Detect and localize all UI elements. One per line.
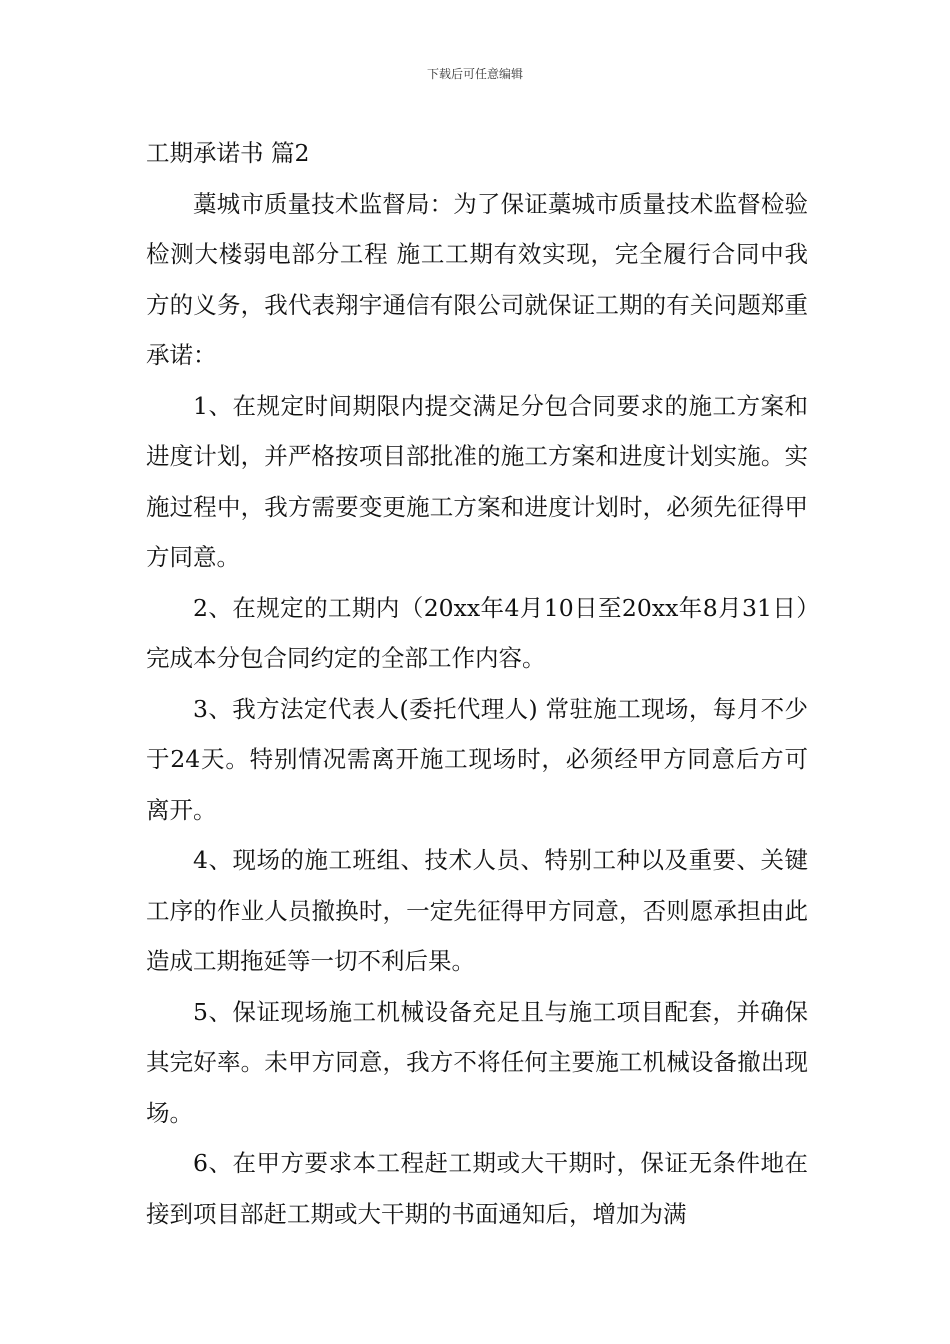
document-title: 工期承诺书 篇2 <box>146 139 310 167</box>
paragraph-item-4: 4、现场的施工班组、技术人员、特别工种以及重要、关键工序的作业人员撤换时，一定先征得甲方同意，否则愿承担由此造成工期拖延等一切不利后果。 <box>146 846 808 975</box>
paragraph-item-3: 3、我方法定代表人(委托代理人) 常驻施工现场，每月不少于24天。特别情况需离开施工现场时，必须经甲方同意后方可离开。 <box>146 694 808 824</box>
paragraph-item-6: 6、在甲方要求本工程赶工期或大干期时，保证无条件地在接到项目部赶工期或大干期的书面通知后，增加为满 <box>146 1149 808 1228</box>
document-body <box>146 128 808 1239</box>
paragraph-item-5: 5、保证现场施工机械设备充足且与施工项目配套，并确保其完好率。未甲方同意，我方不将任何主要施工机械设备撤出现场。 <box>146 997 808 1127</box>
paragraph-item-2: 2、在规定的工期内（20xx年4月10日至20xx年8月31日）完成本分包合同约定的全部工作内容。 <box>146 593 808 672</box>
page-header: 下载后可任意编辑 <box>426 67 523 81</box>
paragraph-intro: 藁城市质量技术监督局：为了保证藁城市质量技术监督检验检测大楼弱电部分工程 施工工期有效实现，完全履行合同中我方的义务，我代表翔宇通信有限公司就保证工期的有关问题郑重承诺： <box>146 189 808 369</box>
paragraph-item-1: 1、在规定时间期限内提交满足分包合同要求的施工方案和进度计划，并严格按项目部批准的施工方案和进度计划实施。实施过程中，我方需要变更施工方案和进度计划时，必须先征得甲方同意。 <box>146 391 808 571</box>
